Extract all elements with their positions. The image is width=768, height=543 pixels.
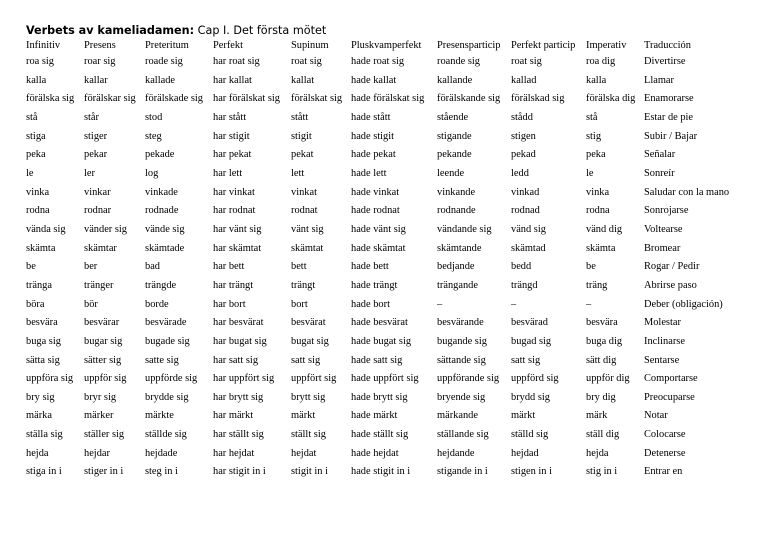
table-cell: hade stigit: [351, 130, 394, 142]
table-cell: sätter sig: [84, 354, 122, 366]
table-cell: förälskar sig: [84, 93, 136, 105]
table-cell: ledd: [511, 167, 529, 179]
table-cell: förälskade sig: [145, 93, 203, 105]
table-cell: skämtande: [437, 242, 482, 254]
table-cell: märkt: [291, 410, 316, 422]
table-row: [25, 407, 755, 426]
table-cell: satt sig: [511, 354, 541, 366]
table-cell: vinka: [586, 186, 610, 198]
document-title-bold: Verbets av kameliadamen:: [26, 24, 195, 37]
table-cell: Comportarse: [644, 373, 698, 385]
table-cell: Colocarse: [644, 429, 686, 441]
column-header: Infinitiv: [26, 40, 61, 51]
table-cell: hejdat: [291, 447, 317, 459]
table-cell: be: [26, 261, 36, 273]
table-cell: stående: [437, 111, 469, 123]
table-cell: stig: [586, 130, 602, 142]
table-cell: stigande in i: [437, 466, 488, 478]
table-cell: roat sig: [511, 56, 542, 67]
table-cell: har hejdat: [213, 447, 255, 459]
table-cell: har lett: [213, 167, 243, 179]
table-cell: ställd sig: [511, 429, 549, 441]
table-cell: steg: [145, 130, 162, 142]
table-cell: bedd: [511, 261, 532, 273]
table-cell: hade vinkat: [351, 186, 400, 198]
table-cell: Enamorarse: [644, 93, 694, 105]
table-cell: kallande: [437, 74, 473, 86]
table-cell: hejdande: [437, 447, 475, 459]
table-cell: roande sig: [437, 56, 480, 67]
table-cell: står: [84, 111, 100, 123]
table-row: [25, 352, 755, 371]
table-cell: bett: [291, 261, 307, 273]
table-cell: ställande sig: [437, 429, 489, 441]
table-row: [25, 53, 755, 72]
table-cell: Sentarse: [644, 354, 680, 366]
table-cell: vinkande: [437, 186, 476, 198]
table-cell: trängt: [291, 279, 316, 291]
table-cell: pekad: [511, 149, 536, 161]
table-cell: har bort: [213, 298, 246, 310]
table-cell: vänd sig: [511, 223, 546, 235]
table-cell: kallad: [511, 74, 537, 86]
table-cell: roar sig: [84, 56, 116, 67]
table-cell: –: [511, 298, 517, 310]
table-cell: kallade: [145, 74, 175, 86]
table-cell: uppföra sig: [26, 373, 74, 385]
table-cell: vänder sig: [84, 223, 127, 235]
table-cell: buga dig: [586, 335, 623, 347]
column-header: Traducción: [644, 40, 691, 51]
table-cell: hade uppfört sig: [351, 373, 419, 385]
table-cell: har skämtat: [213, 242, 262, 254]
table-cell: skämta: [26, 242, 56, 254]
table-cell: Divertirse: [644, 56, 686, 67]
table-cell: Sonrojarse: [644, 205, 689, 217]
column-header: Perfekt particip: [511, 40, 576, 51]
table-row: [25, 202, 755, 221]
table-cell: hade hejdat: [351, 447, 399, 459]
table-cell: stigande: [437, 130, 472, 142]
table-cell: har stått: [213, 111, 247, 123]
table-cell: vinka: [26, 186, 50, 198]
table-cell: pekade: [145, 149, 175, 161]
table-cell: stått: [291, 111, 309, 123]
table-cell: har ställt sig: [213, 429, 264, 441]
column-header: Preteritum: [145, 40, 189, 51]
table-cell: le: [586, 167, 594, 179]
table-cell: stig in i: [586, 466, 618, 478]
table-cell: Rogar / Pedir: [644, 261, 700, 273]
table-cell: bugade sig: [145, 335, 190, 347]
table-cell: stigen in i: [511, 466, 552, 478]
table-cell: pekande: [437, 149, 472, 161]
table-cell: märker: [84, 410, 114, 422]
table-cell: pekat: [291, 149, 314, 161]
table-cell: trängd: [511, 279, 538, 291]
table-cell: bryende sig: [437, 391, 486, 403]
table-cell: sättande sig: [437, 354, 486, 366]
table-body: [25, 53, 755, 482]
table-cell: pekar: [84, 149, 108, 161]
table-cell: hejdade: [145, 447, 178, 459]
table-cell: skämtade: [145, 242, 185, 254]
table-cell: vinkade: [145, 186, 178, 198]
table-cell: hade brytt sig: [351, 391, 408, 403]
table-row: [25, 184, 755, 203]
table-cell: Voltearse: [644, 223, 683, 235]
table-cell: rodna: [26, 205, 50, 217]
table-cell: besvärande: [437, 317, 484, 329]
table-cell: har bugat sig: [213, 335, 267, 347]
table-cell: trängde: [145, 279, 177, 291]
table-cell: bry sig: [26, 391, 55, 403]
table-cell: roa dig: [586, 56, 616, 67]
table-cell: vänt sig: [291, 223, 324, 235]
table-cell: Subir / Bajar: [644, 130, 698, 142]
table-cell: brytt sig: [291, 391, 326, 403]
table-cell: ler: [84, 167, 95, 179]
table-cell: skämtad: [511, 242, 546, 254]
column-header: Supinum: [291, 40, 329, 51]
table-cell: –: [586, 298, 592, 310]
table-cell: le: [26, 167, 34, 179]
table-cell: log: [145, 167, 159, 179]
table-row: [25, 445, 755, 464]
table-row: [25, 128, 755, 147]
table-cell: brydd sig: [511, 391, 550, 403]
table-cell: hade pekat: [351, 149, 396, 161]
table-cell: hade förälskat sig: [351, 93, 425, 105]
table-cell: hade trängt: [351, 279, 398, 291]
table-cell: vinkar: [84, 186, 111, 198]
table-row: [25, 240, 755, 259]
table-cell: Estar de pie: [644, 111, 694, 123]
table-cell: roade sig: [145, 56, 183, 67]
table-cell: märka: [26, 410, 52, 422]
table-cell: stigit: [291, 130, 312, 142]
table-cell: hejda: [26, 447, 49, 459]
table-cell: hade rodnat: [351, 205, 400, 217]
table-cell: stiga: [26, 130, 46, 142]
table-cell: bugad sig: [511, 335, 552, 347]
table-cell: har satt sig: [213, 354, 259, 366]
table-cell: hejdar: [84, 447, 110, 459]
column-header: Perfekt: [213, 40, 244, 51]
table-cell: peka: [586, 149, 606, 161]
table-cell: stå: [586, 111, 598, 123]
table-cell: bad: [145, 261, 161, 273]
table-cell: ber: [84, 261, 98, 273]
table-cell: hade vänt sig: [351, 223, 406, 235]
table-cell: har bett: [213, 261, 245, 273]
table-cell: hade bett: [351, 261, 389, 273]
table-cell: bugande sig: [437, 335, 487, 347]
table-cell: vändande sig: [437, 223, 492, 235]
table-row: [25, 146, 755, 165]
table-cell: stiga in i: [26, 466, 62, 478]
table-cell: har rodnat: [213, 205, 256, 217]
table-cell: har stigit: [213, 130, 250, 142]
table-cell: vända sig: [26, 223, 66, 235]
table-cell: be: [586, 261, 596, 273]
table-cell: Inclinarse: [644, 335, 685, 347]
table-cell: besvärar: [84, 317, 120, 329]
table-cell: trängande: [437, 279, 478, 291]
table-cell: roa sig: [26, 56, 54, 67]
table-cell: Entrar en: [644, 466, 683, 478]
table-cell: hade lett: [351, 167, 387, 179]
table-cell: roat sig: [291, 56, 322, 67]
table-cell: har kallat: [213, 74, 252, 86]
table-cell: besvärade: [145, 317, 187, 329]
table-cell: tränga: [26, 279, 52, 291]
table-cell: satte sig: [145, 354, 179, 366]
table-cell: hade ställt sig: [351, 429, 409, 441]
table-cell: kallar: [84, 74, 108, 86]
table-cell: Preocuparse: [644, 391, 695, 403]
table-cell: rodnar: [84, 205, 112, 217]
table-cell: ställer sig: [84, 429, 125, 441]
table-cell: kalla: [586, 74, 607, 86]
table-cell: har brytt sig: [213, 391, 264, 403]
table-cell: leende: [437, 167, 465, 179]
table-cell: sätta sig: [26, 354, 60, 366]
table-cell: peka: [26, 149, 46, 161]
table-cell: hade bort: [351, 298, 390, 310]
table-cell: förälskad sig: [511, 93, 565, 105]
table-cell: besvära: [586, 317, 618, 329]
table-row: [25, 109, 755, 128]
table-cell: Sonreír: [644, 167, 675, 179]
table-cell: har stigit in i: [213, 466, 266, 478]
table-row: [25, 165, 755, 184]
table-cell: träng: [586, 279, 608, 291]
table-cell: vinkad: [511, 186, 540, 198]
table-cell: vinkat: [291, 186, 317, 198]
table-cell: bort: [291, 298, 308, 310]
table-row: [25, 296, 755, 315]
table-cell: brydde sig: [145, 391, 189, 403]
table-cell: –: [437, 298, 443, 310]
table-row: [25, 370, 755, 389]
table-row: [25, 221, 755, 240]
table-cell: skämtar: [84, 242, 117, 254]
table-cell: ställde sig: [145, 429, 187, 441]
table-cell: har pekat: [213, 149, 252, 161]
column-header: Presensparticip: [437, 40, 501, 51]
table-cell: satt sig: [291, 354, 321, 366]
table-cell: bör: [84, 298, 98, 310]
table-cell: uppfört sig: [291, 373, 337, 385]
column-header: Imperativ: [586, 40, 627, 51]
table-cell: sätt dig: [586, 354, 617, 366]
table-row: [25, 258, 755, 277]
table-cell: Detenerse: [644, 447, 686, 459]
table-cell: Molestar: [644, 317, 681, 329]
table-cell: har roat sig: [213, 56, 260, 67]
table-row: [25, 90, 755, 109]
document-title-subtitle: Cap I. Det första mötet: [194, 24, 327, 37]
table-cell: rodnade: [145, 205, 179, 217]
table-row: [25, 314, 755, 333]
table-cell: hade stått: [351, 111, 391, 123]
table-cell: förälskande sig: [437, 93, 501, 105]
table-cell: uppför dig: [586, 373, 630, 385]
table-cell: Notar: [644, 410, 668, 422]
table-cell: hejdad: [511, 447, 539, 459]
table-cell: stiger in i: [84, 466, 124, 478]
table-cell: har trängt: [213, 279, 254, 291]
table-row: [25, 72, 755, 91]
table-cell: Señalar: [644, 149, 676, 161]
table-cell: förälska sig: [26, 93, 75, 105]
table-cell: besvära: [26, 317, 58, 329]
table-cell: steg in i: [145, 466, 178, 478]
table-cell: bryr sig: [84, 391, 117, 403]
table-cell: hade kallat: [351, 74, 397, 86]
table-cell: skämta: [586, 242, 616, 254]
table-row: [25, 463, 755, 482]
table-cell: har förälskat sig: [213, 93, 280, 105]
table-cell: stigen: [511, 130, 536, 142]
table-cell: kallat: [291, 74, 315, 86]
table-cell: besvärat: [291, 317, 326, 329]
table-cell: bugar sig: [84, 335, 123, 347]
table-cell: rodnat: [291, 205, 318, 217]
table-cell: skämtat: [291, 242, 324, 254]
table-cell: ställt sig: [291, 429, 326, 441]
table-cell: stiger: [84, 130, 108, 142]
table-cell: böra: [26, 298, 45, 310]
table-cell: hade satt sig: [351, 354, 403, 366]
table-cell: besvärad: [511, 317, 548, 329]
table-cell: har märkt: [213, 410, 254, 422]
table-cell: ställ dig: [586, 429, 620, 441]
table-cell: märkte: [145, 410, 174, 422]
document-title: [26, 24, 756, 38]
table-cell: uppförd sig: [511, 373, 559, 385]
table-cell: hejda: [586, 447, 609, 459]
table-cell: märkande: [437, 410, 478, 422]
table-cell: rodna: [586, 205, 610, 217]
table-cell: har vänt sig: [213, 223, 262, 235]
table-cell: Bromear: [644, 242, 681, 254]
table-row: [25, 426, 755, 445]
verb-conjugation-table: [25, 38, 755, 482]
document-page: [26, 24, 756, 482]
table-cell: hade besvärat: [351, 317, 408, 329]
table-cell: kalla: [26, 74, 47, 86]
table-cell: uppför sig: [84, 373, 127, 385]
table-cell: stod: [145, 111, 163, 123]
table-cell: ställa sig: [26, 429, 63, 441]
table-cell: Llamar: [644, 74, 674, 86]
table-cell: märkt: [511, 410, 536, 422]
table-row: [25, 277, 755, 296]
table-cell: har besvärat: [213, 317, 264, 329]
table-cell: hade roat sig: [351, 56, 405, 67]
table-cell: hade bugat sig: [351, 335, 412, 347]
table-cell: uppförde sig: [145, 373, 198, 385]
table-cell: hade stigit in i: [351, 466, 411, 478]
table-cell: märk: [586, 410, 608, 422]
table-cell: rodnande: [437, 205, 476, 217]
table-cell: förälska dig: [586, 93, 636, 105]
table-cell: förälskat sig: [291, 93, 343, 105]
table-cell: bry dig: [586, 391, 616, 403]
table-cell: hade märkt: [351, 410, 398, 422]
table-cell: buga sig: [26, 335, 61, 347]
table-cell: tränger: [84, 279, 114, 291]
table-row: [25, 333, 755, 352]
table-cell: rodnad: [511, 205, 540, 217]
table-cell: lett: [291, 167, 305, 179]
table-cell: Deber (obligación): [644, 298, 723, 310]
table-cell: har vinkat: [213, 186, 255, 198]
table-cell: har uppfört sig: [213, 373, 275, 385]
table-cell: vände sig: [145, 223, 185, 235]
table-cell: Abrirse paso: [644, 279, 697, 291]
table-cell: borde: [145, 298, 169, 310]
table-cell: bugat sig: [291, 335, 329, 347]
table-cell: vänd dig: [586, 223, 623, 235]
column-header: Presens: [84, 40, 116, 51]
table-cell: uppförande sig: [437, 373, 500, 385]
table-cell: stå: [26, 111, 38, 123]
table-cell: hade skämtat: [351, 242, 406, 254]
table-cell: stigit in i: [291, 466, 328, 478]
column-header: Pluskvamperfekt: [351, 40, 422, 51]
table-row: [25, 389, 755, 408]
table-header-row: [25, 38, 755, 53]
table-cell: stådd: [511, 111, 533, 123]
table-cell: Saludar con la mano: [644, 186, 730, 198]
table-cell: bedjande: [437, 261, 475, 273]
